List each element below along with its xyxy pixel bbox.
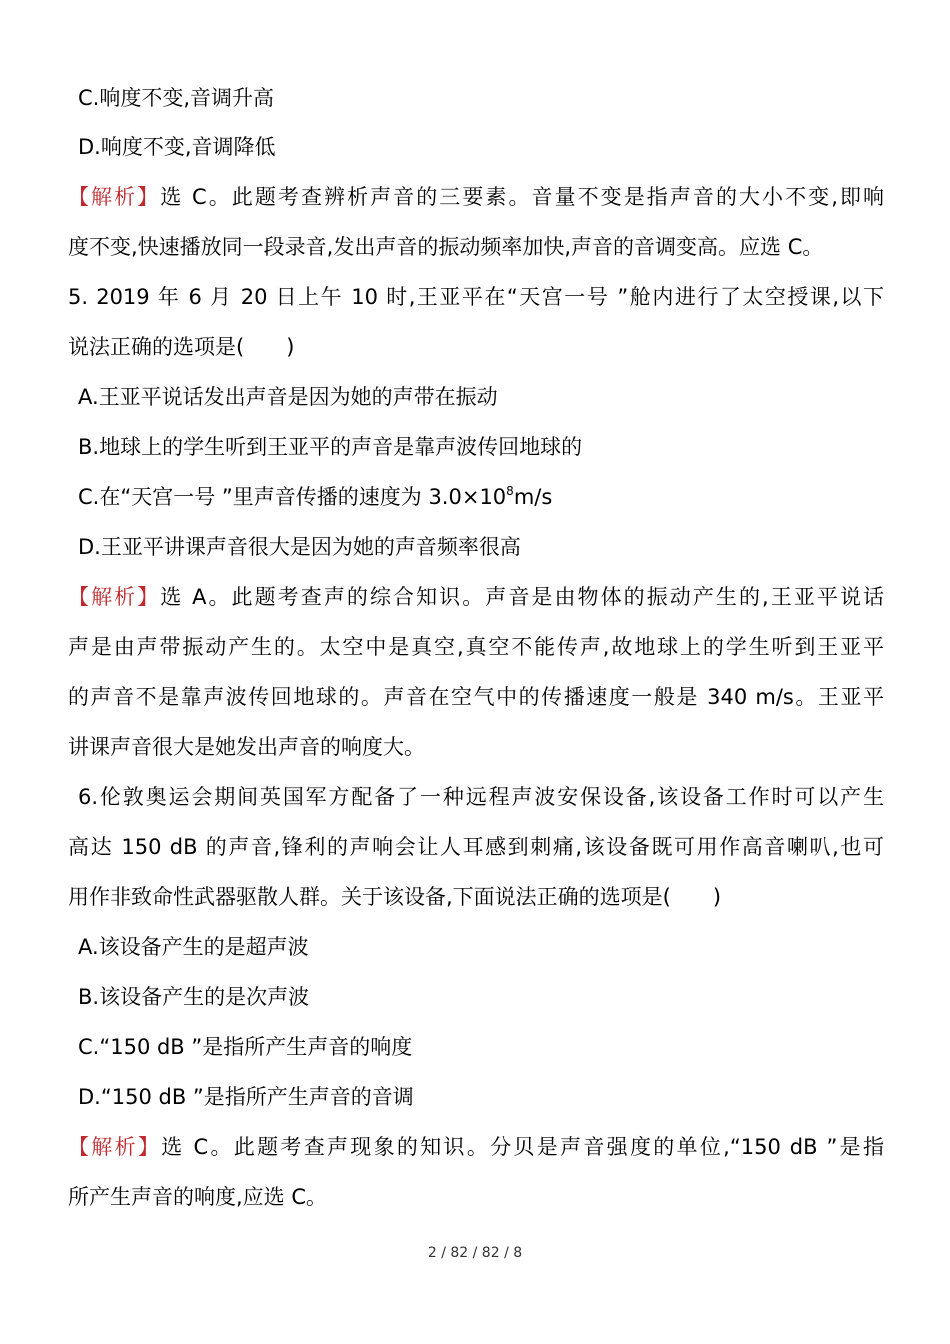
q5-option-a: A.王亚平说话发出声音是因为她的声带在振动 — [78, 385, 498, 409]
q4-option-c: C.响度不变,音调升高 — [78, 86, 275, 110]
q5-explanation-line-1 — [68, 583, 884, 613]
q5-option-c — [78, 483, 894, 513]
q6-option-b: B.该设备产生的是次声波 — [78, 985, 310, 1009]
q5-option-d: D.王亚平讲课声音很大是因为她的声音频率很高 — [78, 535, 521, 559]
q6-option-a: A.该设备产生的是超声波 — [78, 935, 309, 959]
q6-explanation-line-2: 所产生声音的响度,应选 C。 — [68, 1185, 328, 1209]
q4-option-d: D.响度不变,音调降低 — [78, 135, 276, 159]
explanation-tag: 【解析】 — [68, 185, 161, 209]
q5-option-c-exponent: 8 — [506, 484, 514, 498]
q6-option-c: C.“150 dB ”是指所产生声音的响度 — [78, 1035, 413, 1059]
page-number: 2 / 82 / 82 / 8 — [427, 1245, 523, 1261]
q5-option-b: B.地球上的学生听到王亚平的声音是靠声波传回地球的 — [78, 435, 583, 459]
q4-explanation-line-2: 度不变,快速播放同一段录音,发出声音的振动频率加快,声音的音调变高。应选 C。 — [68, 235, 824, 259]
q6-stem-line-2: 高达 150 dB 的声音,锋利的声响会让人耳感到刺痛,该设备既可用作高音喇叭,也可 — [68, 835, 884, 859]
explanation-tag: 【解析】 — [68, 1135, 162, 1159]
q6-stem-line-3: 用作非致命性武器驱散人群。关于该设备,下面说法正确的选项是( ) — [68, 885, 722, 909]
q5-stem-line-2: 说法正确的选项是( ) — [68, 335, 295, 359]
q5-option-c-text: C.在“天宫一号 ”里声音传播的速度为 3.0×10 — [78, 485, 507, 509]
q6-explanation-line-1 — [68, 1133, 884, 1163]
q5-explanation-line-2: 声是由声带振动产生的。太空中是真空,真空不能传声,故地球上的学生听到王亚平 — [68, 635, 884, 659]
explanation-text: 选 A。此题考查声的综合知识。声音是由物体的振动产生的,王亚平说话 — [160, 585, 885, 609]
q4-explanation-line-1 — [68, 183, 884, 213]
explanation-tag: 【解析】 — [68, 585, 161, 609]
q6-stem-line-1: 6.伦敦奥运会期间英国军方配备了一种远程声波安保设备,该设备工作时可以产生 — [78, 785, 884, 809]
explanation-text: 选 C。此题考查辨析声音的三要素。音量不变是指声音的大小不变,即响 — [160, 185, 885, 209]
q6-option-d: D.“150 dB ”是指所产生声音的音调 — [78, 1085, 414, 1109]
explanation-text: 选 C。此题考查声现象的知识。分贝是声音强度的单位,“150 dB ”是指 — [161, 1135, 884, 1159]
q5-explanation-line-3: 的声音不是靠声波传回地球的。声音在空气中的传播速度一般是 340 m/s。王亚平 — [68, 685, 884, 709]
q5-explanation-line-4: 讲课声音很大是她发出声音的响度大。 — [68, 735, 425, 759]
q5-stem-line-1: 5. 2019 年 6 月 20 日上午 10 时,王亚平在“天宫一号 ”舱内进行了太空授课,以下 — [68, 285, 884, 309]
q5-option-c-unit: m/s — [513, 485, 553, 509]
